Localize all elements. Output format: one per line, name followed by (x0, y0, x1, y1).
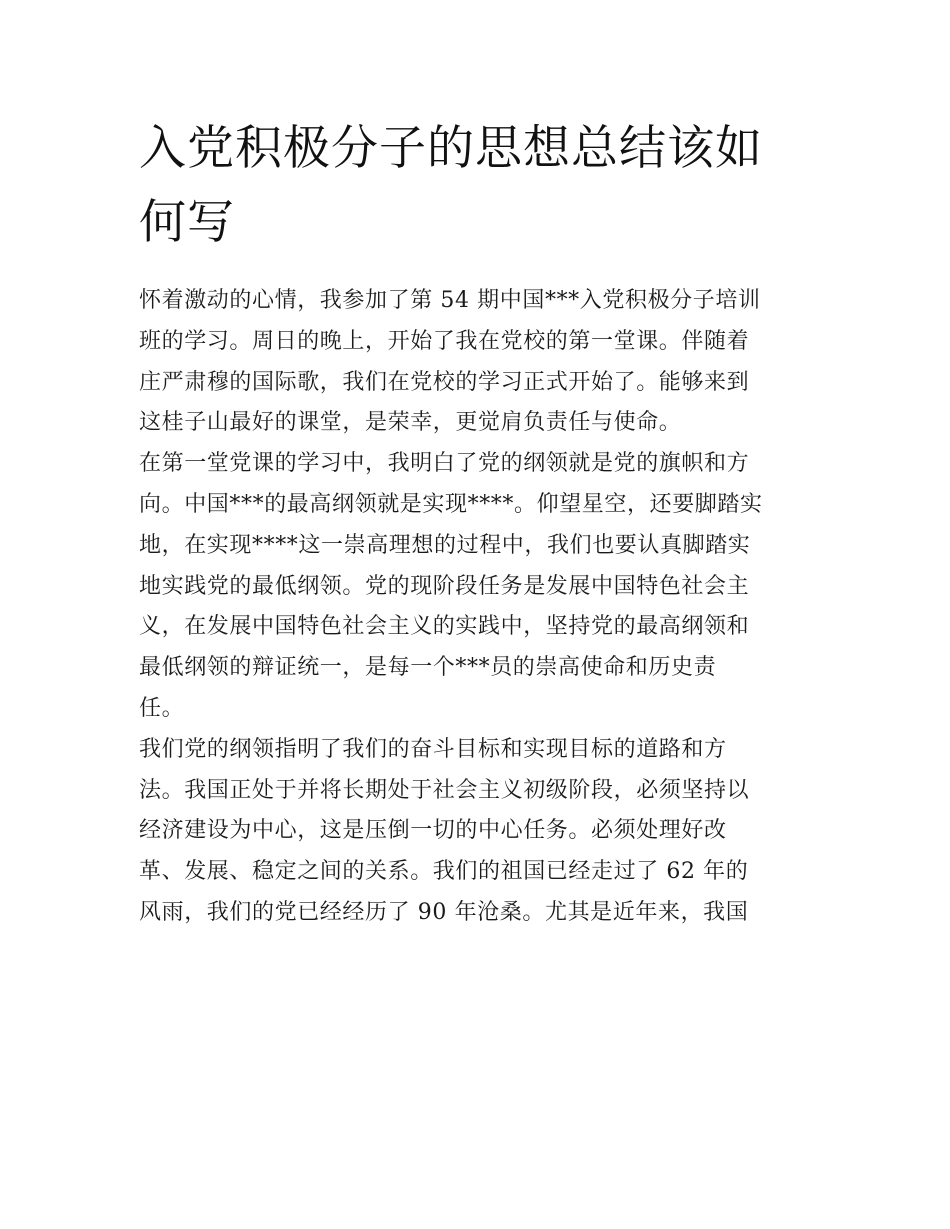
text-line: 义，在发展中国特色社会主义的实践中，坚持党的最高纲领和 (139, 614, 750, 640)
text-line: 班的学习。周日的晚上，开始了我在党校的第一堂课。伴随着 (139, 328, 750, 354)
paragraph-3 (139, 730, 814, 934)
text-line: 庄严肃穆的国际歌，我们在党校的学习正式开始了。能够来到 (139, 369, 750, 395)
text-line: 法。我国正处于并将长期处于社会主义初级阶段，必须坚持以 (139, 777, 750, 803)
text-line: 我们党的纲领指明了我们的奋斗目标和实现目标的道路和方 (139, 736, 727, 762)
title-line: 何写 (139, 195, 235, 250)
text-line: 革、发展、稳定之间的关系。我们的祖国已经走过了 62 年的 (139, 859, 749, 885)
document-body (139, 281, 814, 934)
text-line: 怀着激动的心情，我参加了第 54 期中国***入党积极分子培训 (139, 288, 761, 313)
text-line: 任。 (139, 695, 185, 721)
text-line: 在第一堂党课的学习中，我明白了党的纲领就是党的旗帜和方 (139, 451, 750, 477)
text-line: 地，在实现****这一崇高理想的过程中，我们也要认真脚踏实 (139, 532, 751, 558)
text-line: 地实践党的最低纲领。党的现阶段任务是发展中国特色社会主 (139, 573, 750, 599)
text-line: 向。中国***的最高纲领就是实现****。仰望星空，还要脚踏实 (139, 491, 763, 517)
paragraph-2 (139, 444, 814, 730)
text-line: 这桂子山最好的课堂，是荣幸，更觉肩负责任与使命。 (139, 410, 682, 436)
paragraph-1 (139, 281, 814, 444)
text-line: 最低纲领的辩证统一，是每一个***员的崇高使命和历史责 (139, 655, 717, 681)
title-line: 入党积极分子的思想总结该如 (139, 121, 763, 176)
document-title (139, 112, 819, 260)
text-line: 经济建设为中心，这是压倒一切的中心任务。必须处理好改 (139, 818, 727, 844)
text-line: 风雨，我们的党已经经历了 90 年沧桑。尤其是近年来，我国 (139, 899, 749, 925)
